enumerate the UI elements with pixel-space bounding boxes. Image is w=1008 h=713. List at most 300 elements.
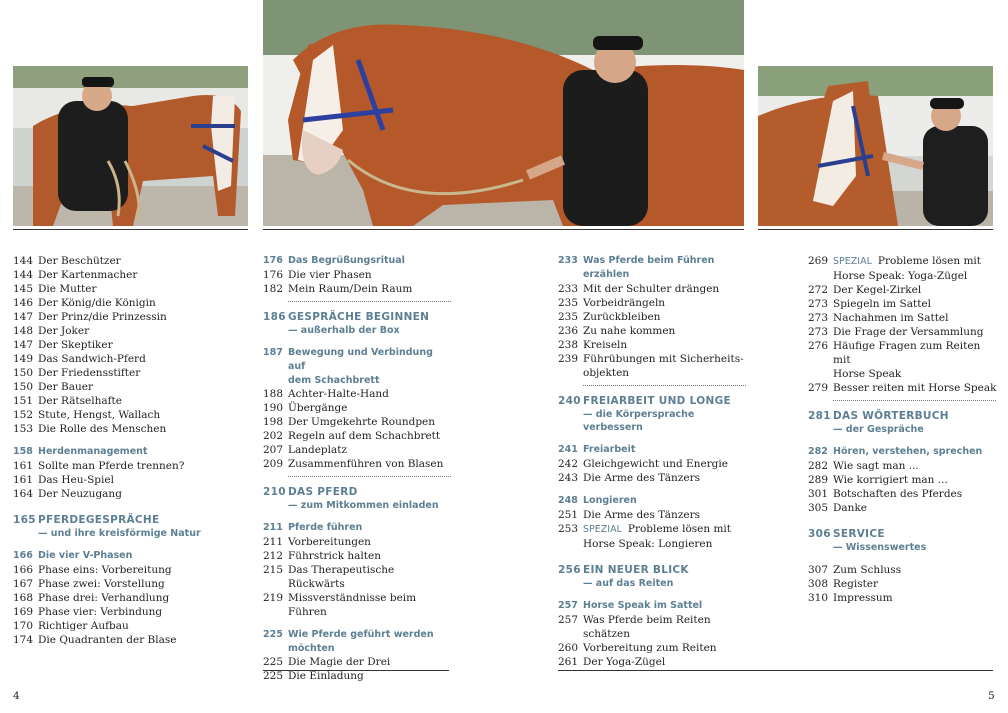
toc-entry — [13, 282, 248, 296]
entry-title: Phase eins: Vorbereitung — [38, 564, 172, 576]
entry-title: Die Mutter — [38, 283, 97, 295]
page-number: 251 — [558, 509, 579, 521]
dotted-separator — [288, 476, 451, 477]
page-number: 146 — [13, 297, 34, 309]
page-number: 240 — [558, 395, 581, 407]
page-number: 190 — [263, 402, 284, 414]
heading-text: Longieren — [583, 495, 637, 506]
page-number: 174 — [13, 634, 34, 646]
spacer — [808, 269, 833, 283]
toc-entry — [13, 619, 248, 633]
entry-text — [288, 401, 453, 415]
toc-entry — [558, 471, 748, 485]
toc-entry — [808, 459, 998, 473]
page-number: 176 — [263, 269, 284, 281]
entry-title: Der Friedensstifter — [38, 367, 141, 379]
entry-title: Impressum — [833, 592, 893, 604]
page-number: 167 — [13, 578, 34, 590]
page-number: 238 — [558, 339, 579, 351]
section-heading — [13, 549, 248, 563]
page-number: 273 — [808, 326, 829, 338]
page-number: 209 — [263, 458, 284, 470]
heading-text: Herdenmanagement — [38, 446, 148, 457]
toc-entry — [263, 563, 453, 591]
entry-text — [583, 613, 748, 641]
toc-entry — [13, 310, 248, 324]
toc-entry — [13, 268, 248, 282]
page-number: 202 — [263, 430, 284, 442]
page-number: 261 — [558, 656, 579, 668]
spacer — [13, 540, 248, 549]
toc-entry — [558, 641, 748, 655]
heading-text: Wie Pferde geführt werden — [288, 629, 434, 640]
entry-title: Der Yoga-Zügel — [583, 656, 666, 668]
entry-title: Zusammenführen von Blasen — [288, 458, 444, 470]
toc-entry — [808, 325, 998, 339]
entry-text — [583, 641, 748, 655]
page-number: 301 — [808, 488, 829, 500]
entry-text: Horse Speak — [833, 368, 902, 380]
heading-text: PFERDEGESPRÄCHE — [38, 514, 160, 526]
entry-text — [38, 310, 248, 324]
toc-entry — [13, 487, 248, 501]
spezial-label: SPEZIAL — [583, 524, 622, 535]
entry-text — [833, 577, 998, 591]
entry-text — [38, 338, 248, 352]
toc-entry — [808, 487, 998, 501]
entry-title: Der Neuzugang — [38, 488, 122, 500]
page-number: 225 — [263, 629, 283, 640]
entry-title: Vorbeidrängeln — [583, 297, 666, 309]
entry-title: Die Arme des Tänzers — [583, 509, 700, 521]
entry-title: Die Frage der Versammlung — [833, 326, 984, 338]
entry-title: Zu nahe kommen — [583, 325, 676, 337]
entry-text — [583, 338, 748, 352]
page-number: 239 — [558, 353, 579, 365]
entry-text — [38, 324, 248, 338]
page-number: 276 — [808, 340, 829, 352]
chapter-subtitle: — und ihre kreisförmige Natur — [38, 528, 201, 539]
entry-text — [38, 591, 248, 605]
toc-entry — [808, 563, 998, 577]
entry-title: Der Skeptiker — [38, 339, 113, 351]
chapter-heading — [558, 563, 748, 577]
entry-text — [583, 655, 748, 669]
section-heading — [263, 628, 453, 642]
entry-title: Danke — [833, 502, 868, 514]
spacer — [263, 619, 453, 628]
toc-entry — [808, 501, 998, 515]
page-number: 150 — [13, 381, 34, 393]
entry-text — [288, 669, 453, 683]
page-number: 166 — [13, 564, 34, 576]
section-heading — [558, 443, 748, 457]
entry-text — [38, 394, 248, 408]
entry-title: Vorbereitungen — [288, 536, 371, 548]
entry-title: Mit der Schulter drängen — [583, 283, 720, 295]
entry-text — [38, 408, 248, 422]
spezial-label: SPEZIAL — [833, 256, 872, 267]
entry-text — [38, 296, 248, 310]
page-number: 273 — [808, 312, 829, 324]
page-number: 161 — [13, 460, 34, 472]
bottom-rule-right — [558, 670, 993, 671]
entry-title: Phase drei: Verhandlung — [38, 592, 170, 604]
entry-text — [288, 591, 453, 619]
section-heading — [263, 254, 453, 268]
page-number: 225 — [263, 656, 284, 668]
page-number: 289 — [808, 474, 829, 486]
page-number: 187 — [263, 347, 283, 358]
toc-entry — [558, 457, 748, 471]
entry-text — [38, 459, 248, 473]
entry-title: Botschaften des Pferdes — [833, 488, 963, 500]
spacer — [263, 337, 453, 346]
entry-title: Probleme lösen mit — [877, 255, 981, 267]
page-number: 282 — [808, 460, 829, 472]
entry-text — [583, 457, 748, 471]
toc-entry — [263, 669, 453, 683]
entry-text — [38, 282, 248, 296]
dotted-separator — [583, 385, 746, 386]
entry-text — [288, 282, 453, 296]
entry-text — [833, 487, 998, 501]
toc-entry — [558, 310, 748, 324]
toc-entry — [13, 591, 248, 605]
entry-text — [38, 473, 248, 487]
page-number: 235 — [558, 297, 579, 309]
entry-title: Die Rolle des Menschen — [38, 423, 167, 435]
heading-text: FREIARBEIT UND LONGE — [583, 395, 731, 407]
toc-entry — [13, 254, 248, 268]
entry-text — [38, 633, 248, 647]
entry-text: objekten — [583, 367, 630, 379]
toc-entry — [13, 473, 248, 487]
toc-column-3 — [558, 254, 748, 669]
entry-title: Die Arme des Tänzers — [583, 472, 700, 484]
entry-title: Das Therapeutische Rückwärts — [288, 564, 395, 590]
chapter-subtitle: — auf das Reiten — [583, 578, 674, 589]
toc-entry — [808, 254, 998, 269]
heading-text: Pferde führen — [288, 522, 363, 533]
toc-entry — [263, 387, 453, 401]
dotted-separator — [288, 301, 451, 302]
entry-text — [583, 352, 748, 366]
entry-text — [288, 387, 453, 401]
page-number: 248 — [558, 495, 578, 506]
entry-title: Die Einladung — [288, 670, 364, 682]
entry-text — [583, 282, 748, 296]
entry-title: Kreiseln — [583, 339, 628, 351]
page-number: 219 — [263, 592, 284, 604]
horse-photo-left — [13, 66, 248, 226]
spacer — [558, 434, 748, 443]
entry-title: Die vier Phasen — [288, 269, 372, 281]
entry-text — [833, 473, 998, 487]
spacer — [13, 501, 248, 513]
entry-text — [38, 366, 248, 380]
entry-text — [288, 535, 453, 549]
entry-text — [833, 311, 998, 325]
entry-title: Achter-Halte-Hand — [288, 388, 389, 400]
entry-title: Spiegeln im Sattel — [833, 298, 931, 310]
entry-title: Häufige Fragen zum Reiten mit — [833, 340, 981, 366]
toc-entry — [263, 282, 453, 296]
page-number: 242 — [558, 458, 579, 470]
page-number: 198 — [263, 416, 284, 428]
toc-entry — [263, 268, 453, 282]
entry-text — [833, 325, 998, 339]
entry-title: Die Quadranten der Blase — [38, 634, 177, 646]
page-number: 182 — [263, 283, 284, 295]
entry-text — [288, 549, 453, 563]
entry-title: Nachahmen im Sattel — [833, 312, 949, 324]
chapter-subtitle: — die Körpersprache verbessern — [583, 409, 695, 433]
page-number: 210 — [263, 486, 286, 498]
spacer — [808, 554, 998, 563]
entry-title: Das Sandwich-Pferd — [38, 353, 146, 365]
entry-title: Der Rätselhafte — [38, 395, 122, 407]
page-number: 253 — [558, 523, 579, 535]
page-number: 282 — [808, 446, 828, 457]
toc-entry — [558, 655, 748, 669]
spacer — [808, 436, 998, 445]
entry-title: Phase zwei: Vorstellung — [38, 578, 165, 590]
page-number: 241 — [558, 444, 578, 455]
chapter-heading — [263, 485, 453, 499]
toc-column-4 — [808, 254, 998, 605]
chapter-subtitle: — der Gespräche — [833, 424, 924, 435]
toc-entry — [13, 633, 248, 647]
entry-title: Besser reiten mit Horse Speak — [833, 382, 997, 394]
chapter-heading — [808, 409, 998, 423]
toc-entry — [263, 457, 453, 471]
entry-text: Horse Speak: Longieren — [583, 538, 713, 550]
page-number: 144 — [13, 255, 34, 267]
entry-title: Führübungen mit Sicherheits- — [583, 353, 744, 365]
spacer — [263, 512, 453, 521]
heading-text: EIN NEUER BLICK — [583, 564, 689, 576]
entry-title: Der König/die Königin — [38, 297, 156, 309]
toc-entry-continuation — [558, 366, 748, 380]
page-number: 170 — [13, 620, 34, 632]
entry-title: Wie korrigiert man ... — [833, 474, 948, 486]
entry-text — [38, 605, 248, 619]
entry-text — [38, 268, 248, 282]
toc-entry — [263, 429, 453, 443]
page-number: 169 — [13, 606, 34, 618]
page-number: 235 — [558, 311, 579, 323]
page-number: 151 — [13, 395, 34, 407]
toc-entry — [263, 443, 453, 457]
entry-title: Richtiger Aufbau — [38, 620, 129, 632]
toc-entry — [263, 535, 453, 549]
heading-text: DAS PFERD — [288, 486, 358, 498]
entry-text — [583, 471, 748, 485]
entry-title: Zum Schluss — [833, 564, 902, 576]
heading-text: Hören, verstehen, sprechen — [833, 446, 983, 457]
page-number: 236 — [558, 325, 579, 337]
toc-entry — [13, 352, 248, 366]
toc-entry — [263, 549, 453, 563]
toc-entry — [558, 338, 748, 352]
horse-photo-right — [758, 66, 993, 226]
page-number: 150 — [13, 367, 34, 379]
page-number-right: 5 — [988, 690, 995, 702]
page-number: 225 — [263, 670, 284, 682]
entry-text — [833, 339, 998, 367]
page-number: 233 — [558, 255, 578, 266]
page-number: 165 — [13, 514, 36, 526]
entry-title: Der Bauer — [38, 381, 93, 393]
heading-text: Bewegung und Verbindung auf — [288, 347, 433, 372]
toc-entry — [13, 394, 248, 408]
entry-text — [38, 577, 248, 591]
toc-entry — [13, 605, 248, 619]
page-number: 272 — [808, 284, 829, 296]
heading-text: SERVICE — [833, 528, 885, 540]
page-number: 147 — [13, 339, 34, 351]
spacer — [808, 367, 833, 381]
entry-text — [288, 268, 453, 282]
entry-title: Regeln auf dem Schachbrett — [288, 430, 441, 442]
chapter-subtitle: — außerhalb der Box — [288, 325, 400, 336]
toc-entry-continuation — [808, 367, 998, 381]
entry-text — [833, 501, 998, 515]
toc-entry — [808, 577, 998, 591]
toc-entry — [558, 352, 748, 366]
entry-title: Das Heu-Spiel — [38, 474, 114, 486]
entry-text — [833, 459, 998, 473]
toc-entry — [13, 324, 248, 338]
toc-entry — [808, 297, 998, 311]
toc-column-1 — [13, 254, 248, 647]
toc-entry — [13, 366, 248, 380]
entry-text — [583, 310, 748, 324]
entry-text — [288, 563, 453, 591]
toc-entry — [558, 508, 748, 522]
toc-entry-continuation — [558, 537, 748, 551]
chapter-heading — [558, 394, 748, 408]
heading-text: Die vier V-Phasen — [38, 550, 133, 561]
toc-entry — [13, 422, 248, 436]
entry-text — [583, 508, 748, 522]
heading-text: Was Pferde beim Führen erzählen — [583, 255, 715, 280]
top-rule-left — [13, 229, 248, 230]
section-heading — [808, 445, 998, 459]
entry-text — [833, 254, 998, 269]
page-number: 211 — [263, 522, 283, 533]
entry-text — [38, 619, 248, 633]
chapter-subtitle: — zum Mitkommen einladen — [288, 500, 439, 511]
entry-text — [288, 415, 453, 429]
toc-entry — [13, 408, 248, 422]
heading-text: Freiarbeit — [583, 444, 636, 455]
entry-text — [583, 324, 748, 338]
page-number: 310 — [808, 592, 829, 604]
toc-entry — [13, 380, 248, 394]
page-number: 306 — [808, 528, 831, 540]
page-number: 168 — [13, 592, 34, 604]
entry-title: Der Joker — [38, 325, 90, 337]
entry-title: Phase vier: Verbindung — [38, 606, 163, 618]
page-number: 211 — [263, 536, 284, 548]
spacer — [558, 590, 748, 599]
entry-text — [833, 297, 998, 311]
spacer — [808, 515, 998, 527]
toc-entry — [808, 311, 998, 325]
page-number: 273 — [808, 298, 829, 310]
entry-title: Übergänge — [288, 402, 348, 414]
toc-entry — [808, 381, 998, 395]
top-rule-center — [263, 229, 744, 230]
entry-title: Landeplatz — [288, 444, 348, 456]
toc-entry — [808, 591, 998, 605]
page-number: 269 — [808, 255, 829, 267]
entry-title: Führstrick halten — [288, 550, 381, 562]
toc-entry — [808, 339, 998, 367]
page-number: 307 — [808, 564, 829, 576]
chapter-subtitle: — Wissenswertes — [833, 542, 927, 553]
section-heading — [263, 346, 453, 374]
page-number-left: 4 — [13, 690, 20, 702]
heading-continuation: dem Schachbrett — [288, 375, 380, 386]
page-number: 233 — [558, 283, 579, 295]
page-number: 256 — [558, 564, 581, 576]
entry-text — [38, 422, 248, 436]
entry-text — [38, 380, 248, 394]
heading-text: Horse Speak im Sattel — [583, 600, 703, 611]
spacer — [13, 436, 248, 445]
page-number: 152 — [13, 409, 34, 421]
toc-entry — [558, 613, 748, 641]
heading-continuation: möchten — [288, 643, 335, 654]
entry-text — [833, 283, 998, 297]
entry-text — [38, 352, 248, 366]
entry-text — [288, 655, 453, 669]
page-number: 149 — [13, 353, 34, 365]
toc-entry — [263, 655, 453, 669]
entry-title: Der Kartenmacher — [38, 269, 138, 281]
entry-text: Horse Speak: Yoga-Zügel — [833, 270, 968, 282]
page-number: 243 — [558, 472, 579, 484]
page-number: 308 — [808, 578, 829, 590]
toc-entry-continuation — [808, 269, 998, 283]
page-number: 147 — [13, 311, 34, 323]
dotted-separator — [833, 400, 996, 401]
heading-text: Das Begrüßungsritual — [288, 255, 405, 266]
toc-entry — [558, 522, 748, 537]
page-number: 186 — [263, 311, 286, 323]
toc-entry — [13, 296, 248, 310]
toc-entry — [13, 563, 248, 577]
page-number: 281 — [808, 410, 831, 422]
entry-text — [288, 457, 453, 471]
entry-title: Zurückbleiben — [583, 311, 661, 323]
chapter-heading — [808, 527, 998, 541]
section-heading — [558, 254, 748, 282]
heading-text: GESPRÄCHE BEGINNEN — [288, 311, 430, 323]
spacer — [558, 537, 583, 551]
entry-title: Der Prinz/die Prinzessin — [38, 311, 167, 323]
entry-title: Der Beschützer — [38, 255, 121, 267]
chapter-heading — [13, 513, 248, 527]
entry-title: Missverständnisse beim Führen — [288, 592, 417, 618]
entry-text — [38, 254, 248, 268]
section-heading — [13, 445, 248, 459]
entry-text — [38, 563, 248, 577]
page-number: 158 — [13, 446, 33, 457]
